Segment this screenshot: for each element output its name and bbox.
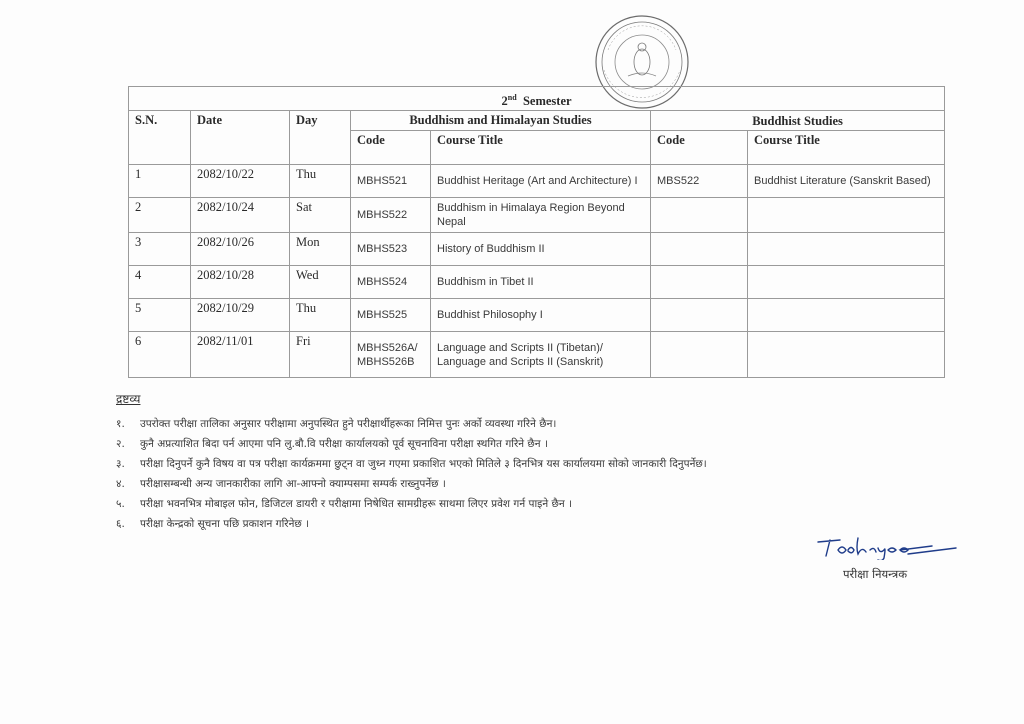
table-row bbox=[129, 233, 945, 266]
table-row bbox=[129, 198, 945, 233]
cell-course-title-bs bbox=[748, 233, 945, 266]
cell-sn: 3 bbox=[129, 233, 191, 266]
cell-date: 2082/10/26 bbox=[191, 233, 290, 266]
cell-course-title: Buddhist Philosophy I bbox=[431, 299, 651, 332]
table-row bbox=[129, 165, 945, 198]
cell-day: Fri bbox=[290, 332, 351, 378]
cell-code: MBHS526A/ MBHS526B bbox=[351, 332, 431, 378]
cell-code: MBHS523 bbox=[351, 233, 431, 266]
cell-code-bs bbox=[651, 266, 748, 299]
cell-course-title: Language and Scripts II (Tibetan)/ Language and Scripts II (Sanskrit) bbox=[431, 332, 651, 378]
cell-course-title-bs bbox=[748, 266, 945, 299]
cell-code-bs bbox=[651, 233, 748, 266]
cell-day: Thu bbox=[290, 165, 351, 198]
note-item: ४. परीक्षासम्बन्धी अन्य जानकारीका लागि आ-आफ्नो क्याम्पसमा सम्पर्क राख्नुपर्नेछ । bbox=[116, 478, 446, 490]
cell-code-bs bbox=[651, 299, 748, 332]
cell-sn: 4 bbox=[129, 266, 191, 299]
cell-code: MBHS522 bbox=[351, 198, 431, 233]
note-item: १. उपरोक्त परीक्षा तालिका अनुसार परीक्षामा अनुपस्थित हुने परीक्षार्थीहरूका निमित्त पुनः अर्को व्यवस्था गरिने छैन। bbox=[116, 418, 557, 430]
table-row bbox=[129, 266, 945, 299]
cell-date: 2082/11/01 bbox=[191, 332, 290, 378]
cell-course-title-bs bbox=[748, 198, 945, 233]
header-sn: S.N. bbox=[129, 111, 191, 165]
cell-date: 2082/10/22 bbox=[191, 165, 290, 198]
note-item: ६. परीक्षा केन्द्रको सूचना पछि प्रकाशन गरिनेछ । bbox=[116, 518, 310, 530]
table-row bbox=[129, 299, 945, 332]
cell-sn: 1 bbox=[129, 165, 191, 198]
cell-code-bs bbox=[651, 332, 748, 378]
note-item: ३. परीक्षा दिनुपर्ने कुनै विषय वा पत्र परीक्षा कार्यक्रममा छुट्न वा जुध्न गएमा प्रकाशित भएको मितिले ३ दिनभित्र यस कार्यालयमा सोको जानकारी दिनुपर्नेछ। bbox=[116, 458, 707, 470]
cell-course-title: Buddhism in Himalaya Region Beyond Nepal bbox=[431, 198, 651, 233]
cell-code: MBHS525 bbox=[351, 299, 431, 332]
exam-routine-table bbox=[128, 86, 945, 378]
cell-course-title: History of Buddhism II bbox=[431, 233, 651, 266]
header-code-2: Code bbox=[651, 131, 748, 165]
cell-sn: 6 bbox=[129, 332, 191, 378]
cell-day: Thu bbox=[290, 299, 351, 332]
cell-code: MBHS524 bbox=[351, 266, 431, 299]
cell-day: Mon bbox=[290, 233, 351, 266]
header-code-1: Code bbox=[351, 131, 431, 165]
signatory-title: परीक्षा नियन्त्रक bbox=[843, 567, 908, 581]
cell-course-title: Buddhism in Tibet II bbox=[431, 266, 651, 299]
notes-list bbox=[116, 414, 707, 534]
header-program-bs: Buddhist Studies bbox=[651, 111, 945, 131]
cell-day: Wed bbox=[290, 266, 351, 299]
cell-code-bs bbox=[651, 198, 748, 233]
cell-sn: 2 bbox=[129, 198, 191, 233]
cell-course-title-bs bbox=[748, 332, 945, 378]
header-course-title-2: Course Title bbox=[748, 131, 945, 165]
cell-date: 2082/10/29 bbox=[191, 299, 290, 332]
notes-heading: द्रष्टव्य bbox=[116, 392, 141, 406]
cell-date: 2082/10/24 bbox=[191, 198, 290, 233]
header-program-bhs: Buddhism and Himalayan Studies bbox=[351, 111, 651, 131]
note-item: २. कुनै अप्रत्याशित बिदा पर्न आएमा पनि लु.बौ.वि परीक्षा कार्यालयको पूर्व सूचनाविना परीक्षा स्थगित गरिने छैन । bbox=[116, 438, 548, 450]
semester-heading: 2nd Semester bbox=[129, 87, 945, 111]
header-date: Date bbox=[191, 111, 290, 165]
cell-code-bs: MBS522 bbox=[651, 165, 748, 198]
header-course-title-1: Course Title bbox=[431, 131, 651, 165]
cell-date: 2082/10/28 bbox=[191, 266, 290, 299]
cell-course-title-bs: Buddhist Literature (Sanskrit Based) bbox=[748, 165, 945, 198]
cell-course-title-bs bbox=[748, 299, 945, 332]
cell-day: Sat bbox=[290, 198, 351, 233]
table-row bbox=[129, 332, 945, 378]
signature bbox=[812, 534, 962, 560]
cell-sn: 5 bbox=[129, 299, 191, 332]
note-item: ५. परीक्षा भवनभित्र मोबाइल फोन, डिजिटल डायरी र परीक्षामा निषेधित सामग्रीहरू साथमा लिएर प्रवेश गर्न पाइने छैन । bbox=[116, 498, 572, 510]
cell-course-title: Buddhist Heritage (Art and Architecture) I bbox=[431, 165, 651, 198]
cell-code: MBHS521 bbox=[351, 165, 431, 198]
header-day: Day bbox=[290, 111, 351, 165]
